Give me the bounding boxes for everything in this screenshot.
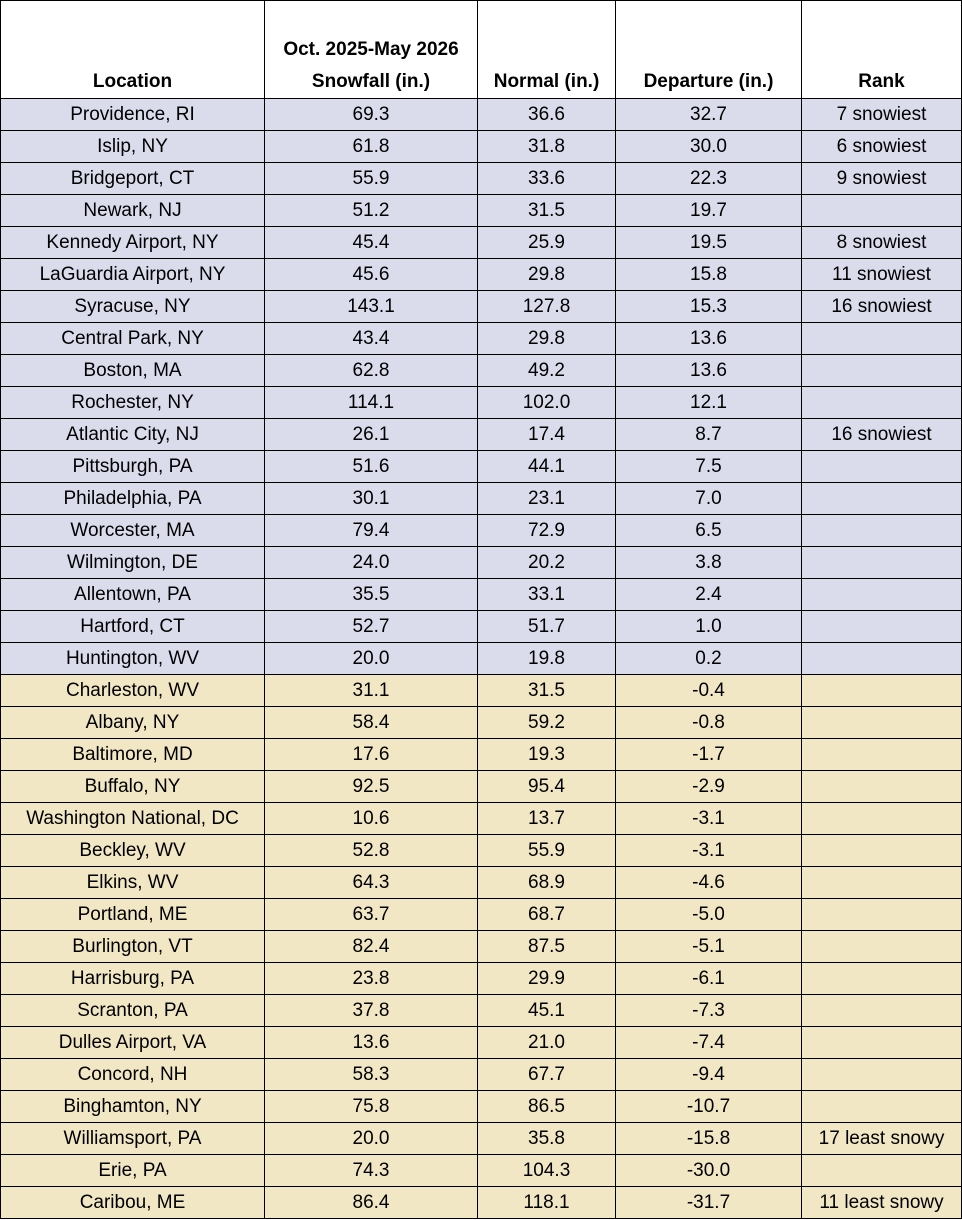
departure-cell: -0.4	[616, 675, 802, 707]
departure-cell: 15.3	[616, 291, 802, 323]
location-cell: Central Park, NY	[1, 323, 265, 355]
rank-cell: 11 least snowy	[802, 1187, 962, 1219]
normal-cell: 33.6	[478, 163, 616, 195]
normal-cell: 68.7	[478, 899, 616, 931]
rank-cell	[802, 1155, 962, 1187]
table-row	[1, 1027, 962, 1059]
normal-cell: 33.1	[478, 579, 616, 611]
location-cell: Boston, MA	[1, 355, 265, 387]
table-row	[1, 835, 962, 867]
table-row	[1, 451, 962, 483]
table-row	[1, 1155, 962, 1187]
location-cell: Worcester, MA	[1, 515, 265, 547]
normal-cell: 68.9	[478, 867, 616, 899]
location-cell: Scranton, PA	[1, 995, 265, 1027]
normal-cell: 23.1	[478, 483, 616, 515]
snowfall-cell: 58.4	[265, 707, 478, 739]
snowfall-cell: 35.5	[265, 579, 478, 611]
normal-cell: 19.3	[478, 739, 616, 771]
location-cell: Beckley, WV	[1, 835, 265, 867]
snowfall-cell: 20.0	[265, 643, 478, 675]
departure-cell: 13.6	[616, 323, 802, 355]
rank-cell	[802, 611, 962, 643]
normal-cell: 59.2	[478, 707, 616, 739]
normal-cell: 102.0	[478, 387, 616, 419]
rank-header: Rank	[802, 1, 962, 99]
table-row	[1, 131, 962, 163]
location-cell: Burlington, VT	[1, 931, 265, 963]
rank-cell	[802, 739, 962, 771]
snowfall-cell: 61.8	[265, 131, 478, 163]
table-row	[1, 931, 962, 963]
departure-cell: 30.0	[616, 131, 802, 163]
rank-cell	[802, 1091, 962, 1123]
departure-cell: -30.0	[616, 1155, 802, 1187]
table-row	[1, 355, 962, 387]
table-row	[1, 547, 962, 579]
snowfall-cell: 31.1	[265, 675, 478, 707]
location-header: Location	[1, 1, 265, 99]
snowfall-cell: 58.3	[265, 1059, 478, 1091]
table-row	[1, 771, 962, 803]
location-cell: Harrisburg, PA	[1, 963, 265, 995]
snowfall-cell: 45.4	[265, 227, 478, 259]
departure-cell: -10.7	[616, 1091, 802, 1123]
location-cell: LaGuardia Airport, NY	[1, 259, 265, 291]
normal-cell: 45.1	[478, 995, 616, 1027]
rank-cell	[802, 323, 962, 355]
location-cell: Washington National, DC	[1, 803, 265, 835]
location-cell: Buffalo, NY	[1, 771, 265, 803]
table-row	[1, 995, 962, 1027]
rank-cell	[802, 803, 962, 835]
location-cell: Huntington, WV	[1, 643, 265, 675]
departure-cell: -3.1	[616, 803, 802, 835]
snowfall-cell: 24.0	[265, 547, 478, 579]
rank-cell	[802, 451, 962, 483]
table-row	[1, 611, 962, 643]
departure-cell: 1.0	[616, 611, 802, 643]
snowfall-cell: 55.9	[265, 163, 478, 195]
departure-cell: 3.8	[616, 547, 802, 579]
table-row	[1, 227, 962, 259]
normal-cell: 127.8	[478, 291, 616, 323]
departure-cell: 6.5	[616, 515, 802, 547]
departure-cell: 7.5	[616, 451, 802, 483]
table-row	[1, 1187, 962, 1219]
snowfall-cell: 37.8	[265, 995, 478, 1027]
rank-cell	[802, 1027, 962, 1059]
normal-cell: 51.7	[478, 611, 616, 643]
snowfall-cell: 52.8	[265, 835, 478, 867]
table-row	[1, 259, 962, 291]
location-cell: Erie, PA	[1, 1155, 265, 1187]
location-cell: Pittsburgh, PA	[1, 451, 265, 483]
normal-cell: 31.8	[478, 131, 616, 163]
normal-cell: 67.7	[478, 1059, 616, 1091]
table-row	[1, 483, 962, 515]
rank-cell	[802, 995, 962, 1027]
table-row	[1, 867, 962, 899]
location-cell: Atlantic City, NJ	[1, 419, 265, 451]
snowfall-header-line2: Snowfall (in.)	[311, 71, 431, 92]
departure-cell: 7.0	[616, 483, 802, 515]
departure-cell: -7.3	[616, 995, 802, 1027]
snowfall-header	[265, 1, 478, 99]
location-cell: Islip, NY	[1, 131, 265, 163]
departure-cell: 2.4	[616, 579, 802, 611]
normal-cell: 25.9	[478, 227, 616, 259]
rank-cell	[802, 899, 962, 931]
snowfall-cell: 30.1	[265, 483, 478, 515]
normal-cell: 55.9	[478, 835, 616, 867]
snowfall-cell: 114.1	[265, 387, 478, 419]
normal-cell: 72.9	[478, 515, 616, 547]
snowfall-cell: 45.6	[265, 259, 478, 291]
snowfall-cell: 62.8	[265, 355, 478, 387]
rank-cell: 8 snowiest	[802, 227, 962, 259]
rank-cell	[802, 1059, 962, 1091]
normal-cell: 17.4	[478, 419, 616, 451]
rank-cell: 9 snowiest	[802, 163, 962, 195]
location-cell: Providence, RI	[1, 99, 265, 131]
normal-cell: 29.8	[478, 323, 616, 355]
departure-cell: -5.1	[616, 931, 802, 963]
table-row	[1, 1123, 962, 1155]
normal-cell: 44.1	[478, 451, 616, 483]
normal-cell: 36.6	[478, 99, 616, 131]
snowfall-cell: 43.4	[265, 323, 478, 355]
table-row	[1, 739, 962, 771]
location-cell: Bridgeport, CT	[1, 163, 265, 195]
snowfall-cell: 52.7	[265, 611, 478, 643]
location-cell: Wilmington, DE	[1, 547, 265, 579]
table-row	[1, 387, 962, 419]
departure-cell: -9.4	[616, 1059, 802, 1091]
snowfall-cell: 23.8	[265, 963, 478, 995]
departure-cell: -2.9	[616, 771, 802, 803]
snowfall-cell: 75.8	[265, 1091, 478, 1123]
location-cell: Hartford, CT	[1, 611, 265, 643]
snowfall-cell: 92.5	[265, 771, 478, 803]
table-row	[1, 1059, 962, 1091]
snowfall-cell: 17.6	[265, 739, 478, 771]
table-row	[1, 963, 962, 995]
location-cell: Charleston, WV	[1, 675, 265, 707]
location-cell: Syracuse, NY	[1, 291, 265, 323]
location-cell: Caribou, ME	[1, 1187, 265, 1219]
normal-cell: 13.7	[478, 803, 616, 835]
snowfall-cell: 64.3	[265, 867, 478, 899]
rank-cell	[802, 195, 962, 227]
rank-cell	[802, 643, 962, 675]
departure-cell: 32.7	[616, 99, 802, 131]
table-row	[1, 579, 962, 611]
normal-cell: 31.5	[478, 675, 616, 707]
normal-cell: 86.5	[478, 1091, 616, 1123]
table-row	[1, 803, 962, 835]
snowfall-cell: 69.3	[265, 99, 478, 131]
departure-cell: -31.7	[616, 1187, 802, 1219]
departure-cell: 15.8	[616, 259, 802, 291]
rank-cell: 17 least snowy	[802, 1123, 962, 1155]
location-cell: Portland, ME	[1, 899, 265, 931]
rank-cell: 7 snowiest	[802, 99, 962, 131]
normal-cell: 118.1	[478, 1187, 616, 1219]
table-row	[1, 515, 962, 547]
table-row	[1, 323, 962, 355]
snowfall-cell: 143.1	[265, 291, 478, 323]
rank-cell: 11 snowiest	[802, 259, 962, 291]
table-row	[1, 675, 962, 707]
location-cell: Baltimore, MD	[1, 739, 265, 771]
snowfall-cell: 86.4	[265, 1187, 478, 1219]
departure-cell: -0.8	[616, 707, 802, 739]
location-cell: Kennedy Airport, NY	[1, 227, 265, 259]
departure-cell: -4.6	[616, 867, 802, 899]
header-row	[1, 1, 962, 99]
rank-cell	[802, 707, 962, 739]
snowfall-header-line1: Oct. 2025-May 2026	[283, 39, 459, 60]
location-cell: Elkins, WV	[1, 867, 265, 899]
table-row	[1, 899, 962, 931]
rank-cell	[802, 867, 962, 899]
normal-cell: 21.0	[478, 1027, 616, 1059]
location-cell: Rochester, NY	[1, 387, 265, 419]
table-row	[1, 163, 962, 195]
rank-cell	[802, 355, 962, 387]
table-body	[1, 99, 962, 1219]
departure-header: Departure (in.)	[616, 1, 802, 99]
departure-cell: -3.1	[616, 835, 802, 867]
location-cell: Concord, NH	[1, 1059, 265, 1091]
rank-cell	[802, 547, 962, 579]
location-cell: Allentown, PA	[1, 579, 265, 611]
snowfall-cell: 26.1	[265, 419, 478, 451]
normal-cell: 29.8	[478, 259, 616, 291]
normal-cell: 35.8	[478, 1123, 616, 1155]
rank-cell: 16 snowiest	[802, 419, 962, 451]
departure-cell: -5.0	[616, 899, 802, 931]
snowfall-cell: 82.4	[265, 931, 478, 963]
normal-cell: 19.8	[478, 643, 616, 675]
table-row	[1, 195, 962, 227]
rank-cell: 16 snowiest	[802, 291, 962, 323]
departure-cell: 19.7	[616, 195, 802, 227]
table-row	[1, 1091, 962, 1123]
snowfall-cell: 63.7	[265, 899, 478, 931]
departure-cell: -15.8	[616, 1123, 802, 1155]
normal-cell: 20.2	[478, 547, 616, 579]
rank-cell	[802, 579, 962, 611]
normal-cell: 95.4	[478, 771, 616, 803]
rank-cell	[802, 931, 962, 963]
normal-cell: 49.2	[478, 355, 616, 387]
normal-cell: 104.3	[478, 1155, 616, 1187]
departure-cell: -1.7	[616, 739, 802, 771]
table-row	[1, 643, 962, 675]
location-cell: Dulles Airport, VA	[1, 1027, 265, 1059]
table-row	[1, 707, 962, 739]
departure-cell: 12.1	[616, 387, 802, 419]
rank-cell	[802, 835, 962, 867]
snowfall-cell: 13.6	[265, 1027, 478, 1059]
rank-cell	[802, 963, 962, 995]
departure-cell: 22.3	[616, 163, 802, 195]
location-cell: Philadelphia, PA	[1, 483, 265, 515]
location-cell: Newark, NJ	[1, 195, 265, 227]
location-cell: Binghamton, NY	[1, 1091, 265, 1123]
snowfall-cell: 51.6	[265, 451, 478, 483]
table-row	[1, 419, 962, 451]
rank-cell	[802, 483, 962, 515]
departure-cell: 8.7	[616, 419, 802, 451]
rank-cell	[802, 771, 962, 803]
table-row	[1, 291, 962, 323]
rank-cell	[802, 515, 962, 547]
normal-cell: 87.5	[478, 931, 616, 963]
snowfall-cell: 74.3	[265, 1155, 478, 1187]
location-cell: Williamsport, PA	[1, 1123, 265, 1155]
departure-cell: 13.6	[616, 355, 802, 387]
departure-cell: 0.2	[616, 643, 802, 675]
rank-cell	[802, 387, 962, 419]
location-cell: Albany, NY	[1, 707, 265, 739]
snowfall-cell: 10.6	[265, 803, 478, 835]
snowfall-cell: 79.4	[265, 515, 478, 547]
snowfall-cell: 51.2	[265, 195, 478, 227]
departure-cell: -7.4	[616, 1027, 802, 1059]
departure-cell: 19.5	[616, 227, 802, 259]
normal-header: Normal (in.)	[478, 1, 616, 99]
snowfall-cell: 20.0	[265, 1123, 478, 1155]
normal-cell: 29.9	[478, 963, 616, 995]
rank-cell	[802, 675, 962, 707]
departure-cell: -6.1	[616, 963, 802, 995]
table-row	[1, 99, 962, 131]
normal-cell: 31.5	[478, 195, 616, 227]
rank-cell: 6 snowiest	[802, 131, 962, 163]
